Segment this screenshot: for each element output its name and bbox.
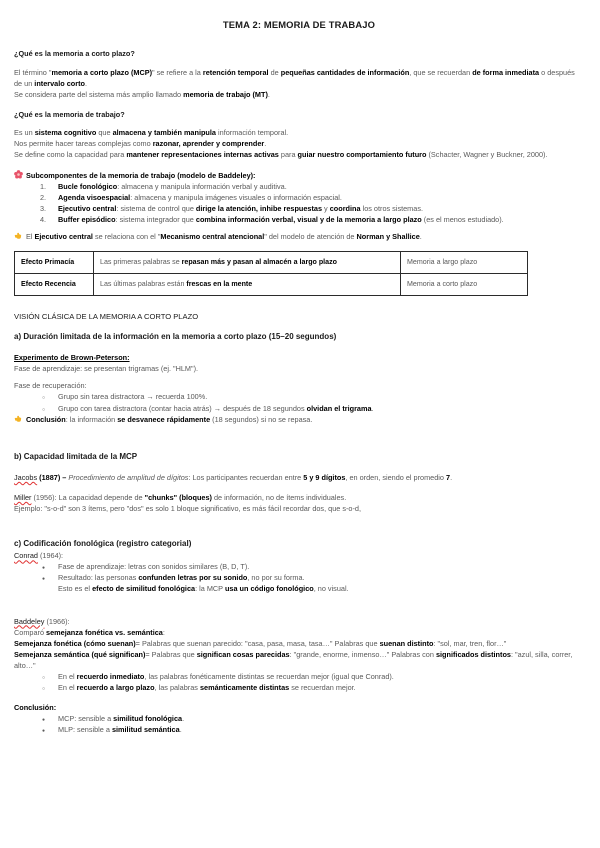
- spacer: [14, 296, 584, 311]
- text-strong: similitud fonológica: [113, 714, 183, 724]
- list-item: [14, 403, 584, 414]
- bullet-icon: [42, 572, 45, 585]
- text-fragment: .: [371, 403, 374, 413]
- text-fragment: Nos permite hacer tareas complejas como: [14, 139, 153, 149]
- miller-example: Ejemplo: "s-o-d" son 3 ítems, pero "dos" es solo 1 bloque significativo, es más fácil recordar dos, que s-o-d,: [14, 504, 361, 514]
- pointing-hand-icon: [14, 231, 23, 240]
- text-strong: intervalo corto: [34, 78, 85, 88]
- heading-mt: ¿Qué es la memoria de trabajo?: [14, 109, 125, 119]
- list-marker: 2.: [40, 192, 47, 202]
- text-fragment: : "azul, silla, correr, alto…": [14, 649, 573, 670]
- bullet-icon: [42, 682, 45, 695]
- text-fragment: : sistema de control que: [116, 203, 196, 213]
- conclusion-heading-text: Conclusión:: [14, 703, 57, 713]
- text-fragment: .: [450, 472, 453, 482]
- page-title: TEMA 2: MEMORIA DE TRABAJO: [222, 19, 376, 30]
- text-strong: recuerdo inmediato: [76, 671, 145, 681]
- text-strong: coordina: [329, 203, 361, 213]
- text-fragment: Grupo con tarea distractora (contar hacia atrás) → después de 18 segundos: [58, 403, 307, 413]
- list-item: [14, 192, 584, 203]
- text-fragment: Fase de aprendizaje: letras con sonidos similares (B, D, T).: [58, 562, 250, 572]
- table-cell-description: [94, 273, 401, 295]
- spacer: [14, 100, 584, 109]
- spacer: [14, 343, 584, 352]
- text-fragment: : la información: [65, 414, 118, 424]
- table-cell-description: [94, 251, 401, 273]
- text-strong: memoria de trabajo (MT): [183, 89, 268, 99]
- table-row: [15, 251, 528, 273]
- text-fragment: , que se recuerdan: [409, 67, 473, 77]
- term: Ejecutivo central: [58, 203, 117, 213]
- spellcheck-word: Baddeley: [14, 616, 45, 626]
- table-cell-store: Memoria a corto plazo: [401, 273, 528, 295]
- jacobs-paragraph: [14, 472, 584, 483]
- text-fragment: :: [162, 627, 165, 637]
- text-strong: significan cosas parecidas: [196, 649, 290, 659]
- text-fragment: de información, no de ítems individuales.: [211, 492, 347, 502]
- text-fragment: (1964):: [37, 551, 64, 561]
- text-strong: razonar, aprender y comprender: [152, 139, 265, 149]
- text-fragment: .: [84, 78, 88, 88]
- term: Semejanza fonética (cómo suenan): [14, 638, 136, 648]
- text-fragment: : sistema integrador que: [115, 214, 196, 224]
- text-strong: Norman y Shallice: [356, 231, 420, 241]
- text-strong: frescas en la mente: [186, 279, 253, 288]
- spacer: [14, 595, 584, 616]
- baddeley-semantica: [14, 649, 584, 671]
- text-fragment: que: [96, 128, 113, 138]
- text-strong: semánticamente distintas: [199, 683, 290, 693]
- text-strong: de forma inmediata: [472, 67, 540, 77]
- heading-seccion-c: c) Codificación fonológica (registro categorial): [14, 539, 192, 549]
- text-fragment: y: [322, 203, 330, 213]
- heading-seccion-a: a) Duración limitada de la información en la memoria a corto plazo (15–20 segundos): [14, 332, 337, 342]
- spacer: [14, 322, 584, 331]
- text-fragment: , las palabras: [154, 683, 200, 693]
- text-strong: semejanza fonética vs. semántica: [46, 627, 163, 637]
- spacer: [14, 463, 584, 472]
- table-cell-label: Efecto Primacía: [15, 251, 94, 273]
- paragraph-mt-line2: [14, 138, 584, 149]
- text-strong: retención temporal: [202, 67, 269, 77]
- list-marker: 1.: [40, 181, 47, 191]
- text-fragment: para: [278, 150, 298, 160]
- text-strong: almacena y también manipula: [112, 128, 216, 138]
- text-fragment: Se define como la capacidad para: [14, 150, 127, 160]
- text-strong: 7: [446, 472, 451, 482]
- list-item: [14, 391, 584, 402]
- text-fragment: : almacena y manipula información verbal y auditiva.: [117, 181, 287, 191]
- text-strong: recuerdo a largo plazo: [76, 683, 155, 693]
- text-strong: combina información verbal, visual y de la memoria a largo plazo: [195, 214, 422, 224]
- text-fragment: (18 segundos) si no se repasa.: [210, 414, 313, 424]
- list-item: [14, 682, 584, 693]
- text-strong: significados distintos: [435, 649, 511, 659]
- subcomponents-heading-text: Subcomponentes de la memoria de trabajo (modelo de Baddeley):: [26, 170, 256, 180]
- text-strong: usa un código fonológico: [224, 584, 314, 594]
- text-fragment: Grupo sin tarea distractora → recuerda 100%.: [58, 392, 208, 402]
- baddeley-fonetica: [14, 638, 584, 649]
- conclusion-duracion: [14, 414, 584, 425]
- text-strong: guiar nuestro comportamiento futuro: [297, 150, 427, 160]
- text-fragment: se recuerdan mejor.: [289, 683, 356, 693]
- table-cell-store: Memoria a largo plazo: [401, 251, 528, 273]
- text-fragment: : "grande, enorme, inmenso…" Palabras con: [289, 649, 436, 659]
- list-item: [14, 713, 584, 724]
- text-strong: suenan distinto: [379, 638, 434, 648]
- text-fragment: de: [268, 67, 281, 77]
- bullet-icon: [42, 403, 45, 416]
- text-fragment: (1966):: [44, 616, 70, 626]
- conclusion-heading: [14, 702, 584, 713]
- paragraph-mt-line3: [14, 149, 584, 160]
- list-item: [14, 561, 584, 572]
- text-strong: confunden letras por su sonido: [138, 573, 248, 583]
- text-fragment: El: [26, 231, 35, 241]
- text-fragment: .: [267, 89, 270, 99]
- list-item: [14, 181, 584, 192]
- miller-paragraph: [14, 492, 584, 503]
- text-fragment: = Palabras que suenan parecido: "casa, pasa, masa, tasa…" Palabras que: [135, 638, 380, 648]
- spacer: [14, 514, 584, 538]
- baddeley-heading: [14, 616, 584, 627]
- paragraph-mcp-system: [14, 89, 584, 100]
- list-marker: 4.: [40, 214, 47, 224]
- text-strong: "chunks" (bloques): [144, 492, 212, 502]
- list-item: [14, 724, 584, 735]
- experiment-title: [14, 352, 584, 363]
- recovery-bullets: [14, 391, 584, 413]
- text-fragment: Esto es el: [58, 584, 93, 594]
- text-fragment: los otros sistemas.: [360, 203, 423, 213]
- text-fragment: información temporal.: [215, 128, 289, 138]
- text-strong: similitud semántica: [111, 725, 180, 735]
- text-fragment: o después de un: [14, 67, 575, 88]
- text-fragment: El término ": [14, 67, 52, 77]
- text-fragment: MLP: sensible a: [58, 725, 112, 735]
- note-ejecutivo-central: [14, 231, 584, 242]
- text-fragment: : Los participantes recuerdan entre: [188, 472, 304, 482]
- text-strong: repasan más y pasan al almacén a largo plazo: [181, 257, 337, 266]
- recovery-phase: Fase de recuperación:: [14, 381, 87, 391]
- subcomponents-list: [14, 181, 584, 225]
- text-fragment: Las últimas palabras están: [100, 279, 187, 288]
- conrad-subnote: [14, 583, 584, 594]
- text-strong: sistema cognitivo: [34, 128, 97, 138]
- heading-subcomponents: [14, 170, 584, 181]
- effects-table: [14, 251, 528, 296]
- spellcheck-word: Conrad: [14, 551, 38, 561]
- list-item: [14, 572, 584, 583]
- text-fragment: " se refiere a la: [152, 67, 203, 77]
- text-strong: pequeñas cantidades de información: [280, 67, 410, 77]
- text-fragment: En el: [58, 671, 77, 681]
- spacer: [14, 693, 584, 702]
- conrad-heading: [14, 550, 584, 561]
- text-strong: memoria a corto plazo (MCP): [51, 67, 153, 77]
- baddeley-compare: [14, 627, 584, 638]
- text-fragment: , en orden, siendo el promedio: [345, 472, 447, 482]
- text-strong: Ejecutivo central: [34, 231, 93, 241]
- text-fragment: Se considera parte del sistema más amplio llamado: [14, 89, 184, 99]
- text-fragment: Es un: [14, 128, 35, 138]
- text-fragment: (1956): La capacidad depende de: [31, 492, 145, 502]
- bullet-icon: [42, 724, 45, 737]
- term: Agenda visoespacial: [58, 192, 131, 202]
- text-fragment: Las primeras palabras se: [100, 257, 182, 266]
- text-fragment: MCP: sensible a: [58, 714, 114, 724]
- text-fragment: se relaciona con el ": [92, 231, 161, 241]
- text-fragment: .: [419, 231, 422, 241]
- text-fragment: .: [179, 725, 182, 735]
- text-fragment: : la MCP: [195, 584, 225, 594]
- text-italic: Procedimiento de amplitud de dígitos: [68, 472, 189, 482]
- text-fragment: : almacena y manipula imágenes visuales o información espacial.: [130, 192, 342, 202]
- list-item: [14, 671, 584, 682]
- text-fragment: (Schacter, Wagner y Buckner, 2000).: [426, 150, 548, 160]
- text-strong: 5 y 9 dígitos: [303, 472, 346, 482]
- text-fragment: , las palabras fonéticamente distintas se recuerdan mejor (igual que Conrad).: [144, 671, 394, 681]
- list-item: [14, 214, 584, 225]
- conrad-bullets: [14, 561, 584, 583]
- term: Semejanza semántica (qué significan): [14, 649, 146, 659]
- text-strong: olvidan el trigrama: [306, 403, 372, 413]
- text-fragment: , no por su forma.: [247, 573, 305, 583]
- spellcheck-word: Miller: [14, 492, 32, 502]
- paragraph-mt-line1: [14, 127, 584, 138]
- text-strong: se desvanece rápidamente: [117, 414, 211, 424]
- text-fragment: .: [264, 139, 267, 149]
- table-cell-label: Efecto Recencia: [15, 273, 94, 295]
- heading-seccion-b: b) Capacidad limitada de la MCP: [14, 451, 138, 461]
- conclusion-label: Conclusión: [26, 414, 66, 424]
- pointing-hand-icon: [14, 414, 23, 423]
- table-row: [15, 273, 528, 295]
- paragraph-mcp-definition: [14, 67, 584, 89]
- spacer: [14, 161, 584, 170]
- text-fragment: .: [182, 714, 185, 724]
- text-fragment: (es el menos estudiado).: [421, 214, 504, 224]
- experiment-title-text: Experimento de Brown-Peterson:: [14, 353, 130, 363]
- term: Buffer episódico: [58, 214, 116, 224]
- text-fragment: : "sol, mar, tren, flor…": [433, 638, 507, 648]
- conclusion-list: [14, 713, 584, 735]
- term: Bucle fonológico: [58, 181, 118, 191]
- flower-icon: [14, 170, 23, 179]
- text-fragment: , no visual.: [313, 584, 349, 594]
- text-strong: Mecanismo central atencional: [160, 231, 265, 241]
- text-fragment: = Palabras que: [145, 649, 197, 659]
- learning-phase: Fase de aprendizaje: se presentan trigramas (ej. "HLM").: [14, 364, 199, 374]
- text-strong: dirige la atención, inhibe respuestas: [195, 203, 323, 213]
- text-fragment: En el: [58, 683, 77, 693]
- heading-mcp: ¿Qué es la memoria a corto plazo?: [14, 49, 135, 59]
- spacer: [14, 483, 584, 492]
- baddeley-bullets: [14, 671, 584, 693]
- spellcheck-word: Jacobs: [14, 472, 38, 482]
- text-fragment: Resultado: las personas: [58, 573, 139, 583]
- list-item: [14, 203, 584, 214]
- text-fragment: Comparó: [14, 627, 47, 637]
- text-strong: efecto de similitud fonológica: [92, 584, 196, 594]
- spacer: [14, 425, 584, 451]
- list-marker: 3.: [40, 203, 47, 213]
- text-strong: (1887) –: [37, 472, 69, 482]
- text-fragment: " del modelo de atención de: [264, 231, 357, 241]
- text-strong: mantener representaciones internas activas: [126, 150, 279, 160]
- heading-vision-clasica: VISIÓN CLÁSICA DE LA MEMORIA A CORTO PLAZO: [14, 311, 199, 321]
